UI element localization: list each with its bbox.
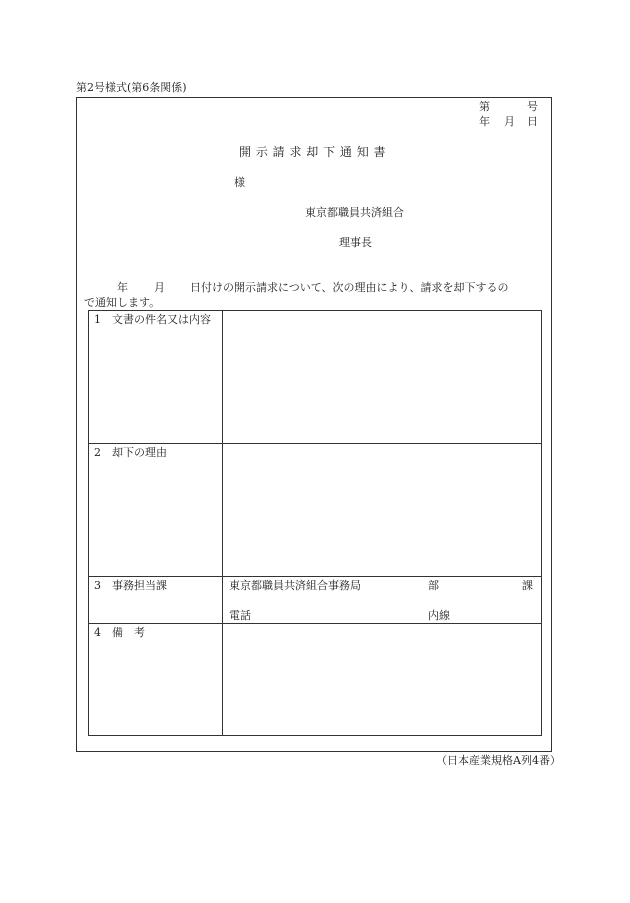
document-number-prefix: 第 bbox=[479, 100, 490, 113]
date-day: 日 bbox=[527, 115, 538, 128]
date-year: 年 bbox=[479, 115, 490, 128]
office-section: 課 bbox=[522, 579, 533, 592]
addressee-suffix: 様 bbox=[234, 176, 245, 189]
body-year: 年 bbox=[117, 281, 128, 294]
table-row-divider bbox=[88, 576, 542, 577]
office-organization: 東京都職員共済組合事務局 bbox=[229, 579, 361, 592]
row-label-document-subject: 1 文書の件名又は内容 bbox=[94, 313, 211, 326]
date-month: 月 bbox=[504, 115, 515, 128]
body-line-1: 日付けの開示請求について、次の理由により、請求を却下するの bbox=[190, 281, 509, 294]
row-label-rejection-reason: 2 却下の理由 bbox=[94, 446, 167, 459]
document-title: 開 示 請 求 却 下 通 知 書 bbox=[239, 145, 387, 159]
footer-standard: （日本産業規格A列4番） bbox=[436, 754, 561, 767]
form-number-label: 第2号様式(第6条関係) bbox=[76, 81, 187, 94]
table-row-divider bbox=[88, 623, 542, 624]
row-label-remarks: 4 備 考 bbox=[94, 626, 145, 639]
body-line-2: で通知します。 bbox=[84, 296, 161, 309]
table-row-divider bbox=[88, 443, 542, 444]
office-extension-label: 内線 bbox=[428, 609, 450, 622]
row-label-office: 3 事務担当課 bbox=[94, 579, 167, 592]
details-table bbox=[88, 310, 542, 736]
issuer-organization: 東京都職員共済組合 bbox=[305, 206, 404, 219]
document-number-suffix: 号 bbox=[527, 100, 538, 113]
body-month: 月 bbox=[154, 281, 165, 294]
office-department: 部 bbox=[428, 579, 439, 592]
table-column-divider bbox=[222, 310, 223, 736]
issuer-title: 理事長 bbox=[339, 236, 372, 249]
office-phone-label: 電話 bbox=[229, 609, 251, 622]
